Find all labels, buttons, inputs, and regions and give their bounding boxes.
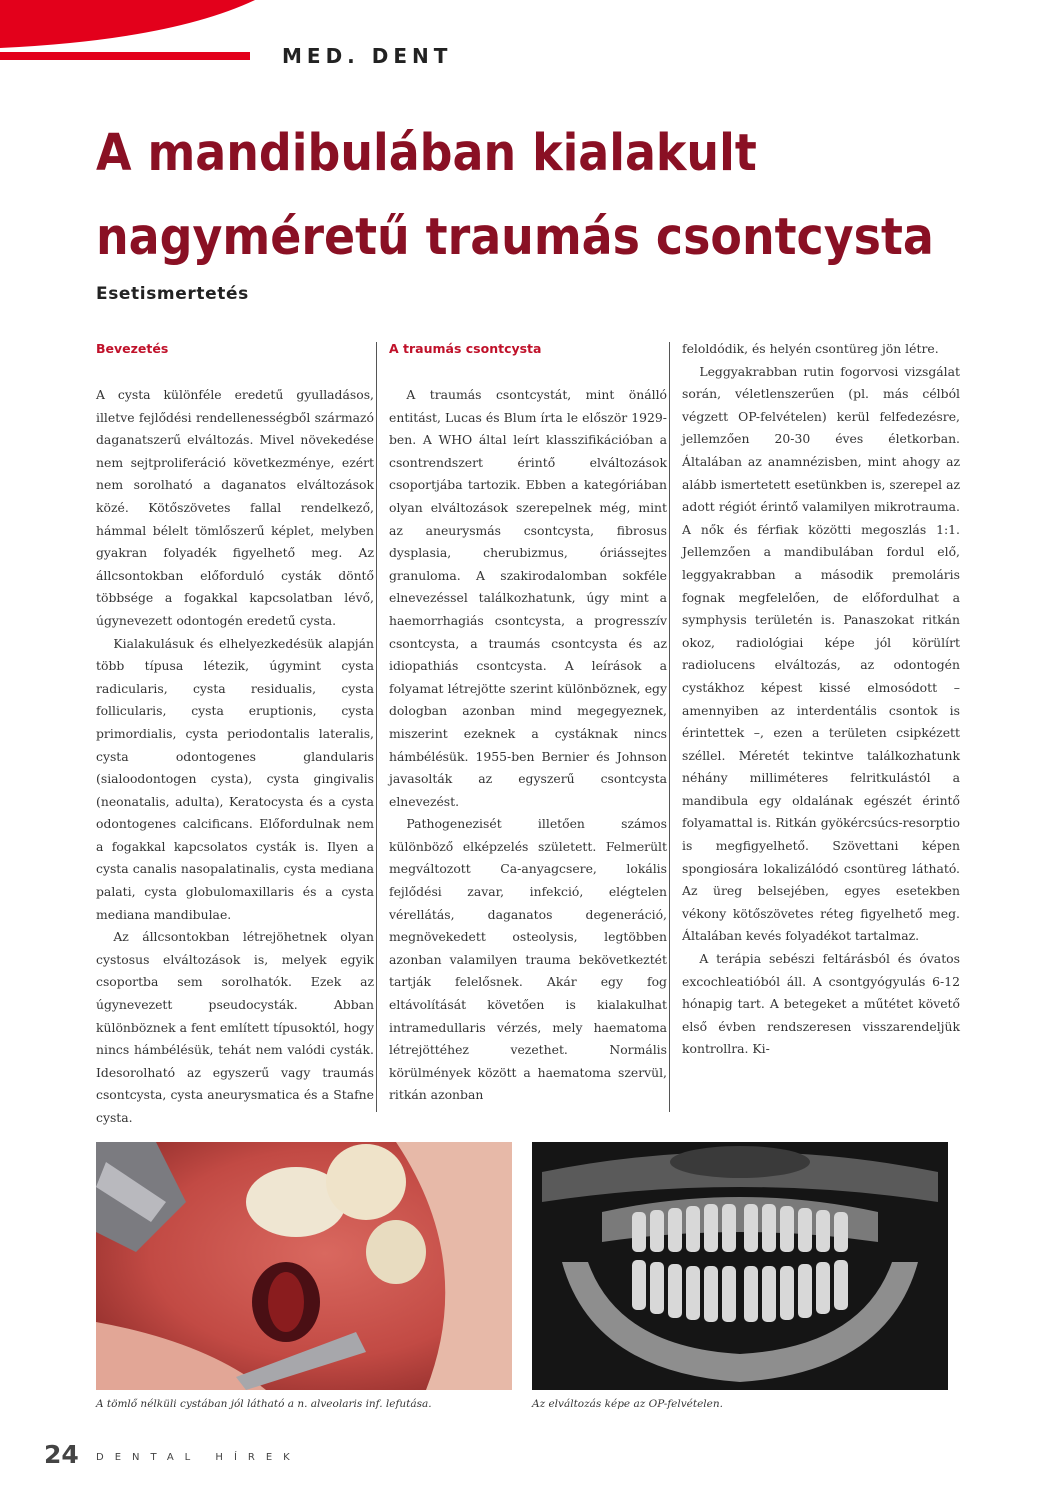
paragraph: A traumás csontcystát, mint önálló entitást, Lucas és Blum írta le először 1929-ben. A WHO által leírt klasszifikációban a csontrendszert érintő elváltozások csoportjába tartozik. Ebben a kategóriában olyan elváltozások szerepelnek még, mint az aneurysmás csontcysta, fibrosus dysplasia, cherubizmus, óriássejtes granuloma. A szakirodalomban sokféle elnevezéssel találkozhatunk, úgy mint a haemorrhagiás csontcysta, a progresszív csontcysta, a traumás csontcysta és az idiopathiás csontcysta. A leírások a folyamat létrejötte szerint különböznek, egy dologban azonban mind megegyeznek, miszerint ezeknek a cystáknak nincs hámbélésük. 1955-ben Bernier és Johnson javasolták az egyszerű csontcysta elnevezést.	[389, 387, 667, 809]
paragraph: feloldódik, és helyén csontüreg jön létre.	[682, 341, 939, 356]
surgical-photo	[96, 1142, 512, 1390]
column-divider	[669, 342, 670, 1112]
paragraph: A cysta különféle eredetű gyulladásos, illetve fejlődési rendellenességből származó daganatszerű elváltozás. Mivel növekedése nem sejtproliferáció következménye, ezért nem sorolható a daganatos elváltozások közé. Kötőszövetes fallal rendelkező, hámmal bélelt tömlőszerű képlet, melyben gyakran folyadék figyelhető meg. Az állcsontokban előforduló cysták döntő többsége a fogakkal kapcsolatban lévő, úgynevezett odontogén eredetű cysta.	[96, 387, 374, 628]
column-1	[96, 338, 374, 1130]
page-number: 24	[44, 1440, 79, 1469]
paragraph: Kialakulásuk és elhelyezkedésük alapján több típusa létezik, úgymint cysta radicularis, cysta residualis, cysta follicularis, cysta eruptionis, cysta primordialis, cysta periodontalis lateralis, cysta odontogenes glandularis (sialoodontogen cysta), cysta gingivalis (neonatalis, adulta), Keratocysta és a cysta odontogenes calcificans. Előfordulnak nem a fogakkal kapcsolatos cysták is. Ilyen a cysta canalis nasopalatinalis, cysta mediana palati, cysta globulomaxillaris és a cysta mediana mandibulae.	[96, 635, 374, 922]
section-label: MED. DENT	[282, 44, 453, 68]
figure-caption: Az elváltozás képe az OP-felvételen.	[532, 1398, 723, 1410]
paragraph: Az állcsontokban létrejöhetnek olyan cystosus elváltozások is, melyek egyik csoportba sem sorolhatók. Ezek az úgynevezett pseudocysták. Abban különböznek a fent említett típusoktól, hogy nincs hámbélésük, tehát nem valódi cysták. Idesorolható az egyszerű vagy traumás csontcysta, cysta aneurysmatica és a Stafne cysta.	[96, 929, 374, 1125]
magazine-name: DENTAL HÍREK	[96, 1452, 301, 1463]
section-heading-traumas-csontcysta: A traumás csontcysta	[389, 341, 542, 356]
column-2	[389, 338, 667, 1107]
section-heading-bevezetes: Bevezetés	[96, 341, 169, 356]
header-swoosh	[0, 0, 300, 56]
paragraph: Leggyakrabban rutin fogorvosi vizsgálat során, véletlenszerűen (pl. más célból végzett OP-felvételen) kerül felfedezésre, jellemzően 20-30 éves életkorban. Általában az anamnézisben, mint ahogy az alább ismertetett esetünkben is, szerepel az adott régiót érintő valamilyen mikrotrauma. A nők és férfiak közötti megoszlás 1:1. Jellemzően a mandibulában fordul elő, leggyakrabban a második premoláris fognak megfelelően, de előfordulhat a symphysis területén is. Panaszokat ritkán okoz, radiológiai képe jól körülírt radiolucens elváltozás, az odontogén cystákhoz képest kissé elmosódott – amennyiben az interdentális csontok is érintettek –, ezen a területen csipkézett széllel. Méretét tekintve találkozhatunk néhány milliméteres felritkulástól a mandibula egy oldalának egészét érintő folyamattal is. Ritkán gyökércsúcs-resorptio is megfigyelhető. Szövettani képen spongiosára lokalizálódó csontüreg látható. Az üreg belsejében, egyes esetekben vékony kötőszövetes réteg figyelhető meg. Általában kevés folyadékot tartalmaz.	[682, 363, 960, 944]
header-red-bar	[0, 52, 250, 60]
article-title: A mandibulában kialakult nagyméretű traumás csontcysta	[96, 124, 934, 267]
op-xray-image	[532, 1142, 948, 1390]
column-divider	[376, 342, 377, 1112]
paragraph: A terápia sebészi feltárásból és óvatos excochleatióból áll. A csontgyógyulás 6-12 hónapig tart. A betegeket a műtétet követő első évben rendszeresen visszarendeljük kontrollra. Ki-	[682, 951, 960, 1057]
paragraph: Pathogenezisét illetően számos különböző elképzelés született. Felmerült megváltozott Ca-anyagcsere, lokális fejlődési zavar, infekció, elégtelen vérellátás, daganatos degeneráció, megnövekedett osteolysis, legtöbben azonban valamilyen trauma bekövetkeztét tartják felelősnek. Akár egy fog eltávolítását követően is kialakulhat intramedullaris vérzés, mely haematoma létrejöttéhez vezethet. Normális körülmények között a haematoma szervül, ritkán azonban	[389, 816, 667, 1103]
column-3	[682, 338, 960, 1061]
article-subtitle: Esetismertetés	[96, 284, 249, 304]
figure-caption: A tömlő nélküli cystában jól látható a n. alveolaris inf. lefutása.	[96, 1398, 432, 1410]
